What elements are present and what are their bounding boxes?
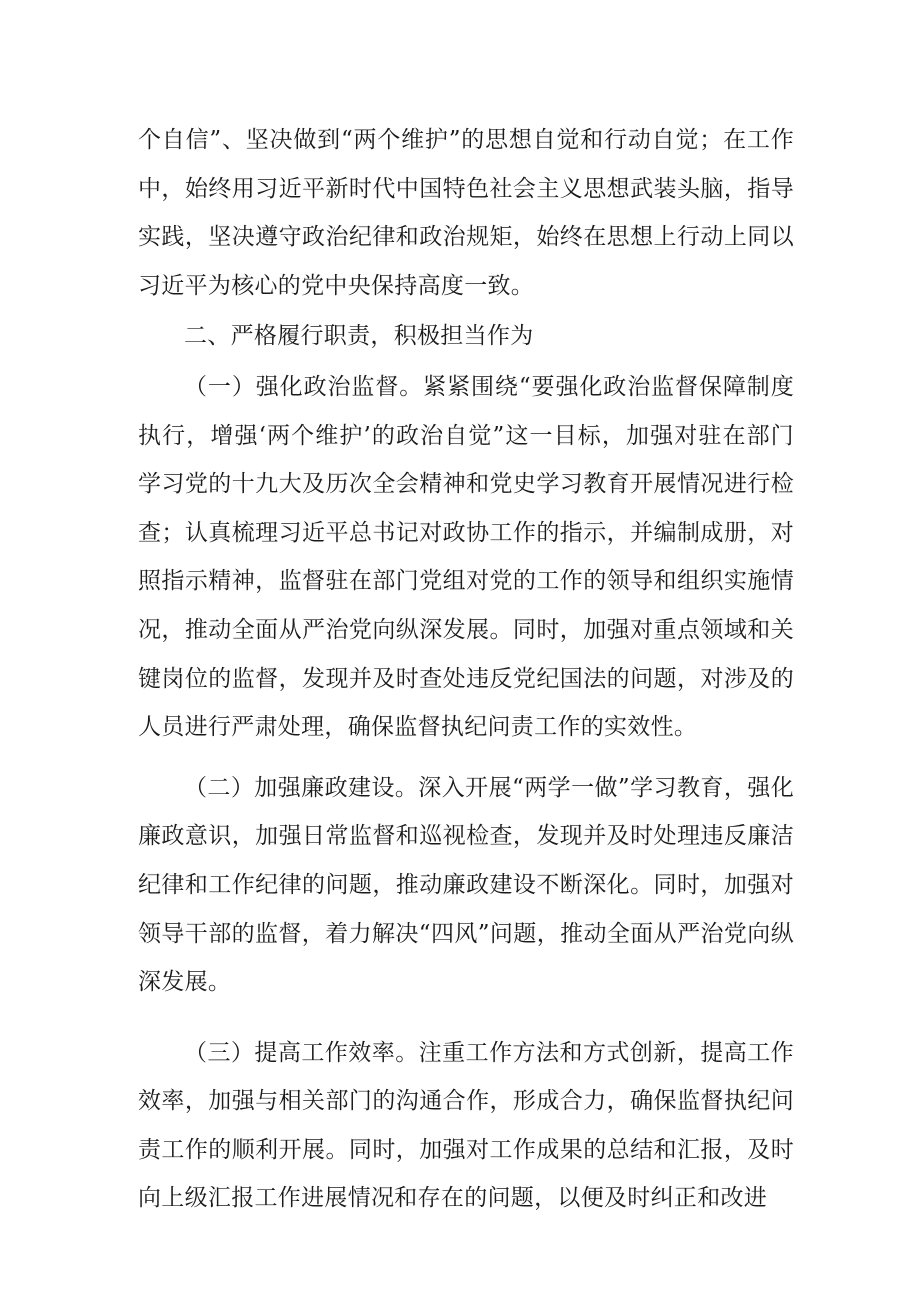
section-heading: 二、严格履行职责，积极担当作为 — [184, 323, 534, 350]
document-body — [138, 116, 794, 1223]
paragraph-political-supervision: （一）强化政治监督。紧紧围绕“要强化政治监督保障制度执行，增强‘两个维护’的政治自觉”这一目标，加强对驻在部门学习党的十九大及历次全会精神和党史学习教育开展情况进行检查；认真梳理习近平总书记对政协工作的指示，并编制成册，对照指示精神，监督驻在部门党组对党的工作的领导和组织实施情况，推动全面从严治党向纵深发展。同时，加强对重点领域和关键岗位的监督，发现并及时查处违反党纪国法的问题，对涉及的人员进行严肃处理，确保监督执纪问责工作的实效性。 — [138, 373, 794, 741]
paragraph-continuation: 个自信”、坚决做到“两个维护”的思想自觉和行动自觉；在工作中，始终用习近平新时代中国特色社会主义思想武装头脑，指导实践，坚决遵守政治纪律和政治规矩，始终在思想上行动上同以习近平为核心的党中央保持高度一致。 — [138, 127, 794, 299]
paragraph-clean-governance: （二）加强廉政建设。深入开展“两学一做”学习教育，强化廉政意识，加强日常监督和巡视检查，发现并及时处理违反廉洁纪律和工作纪律的问题，推动廉政建设不断深化。同时，加强对领导干部的监督，着力解决“四风”问题，推动全面从严治党向纵深发展。 — [138, 774, 794, 996]
paragraph-work-efficiency: （三）提高工作效率。注重工作方法和方式创新，提高工作效率，加强与相关部门的沟通合作，形成合力，确保监督执纪问责工作的顺利开展。同时，加强对工作成果的总结和汇报，及时向上级汇报工作进展情况和存在的问题，以便及时纠正和改进 — [138, 1039, 794, 1212]
